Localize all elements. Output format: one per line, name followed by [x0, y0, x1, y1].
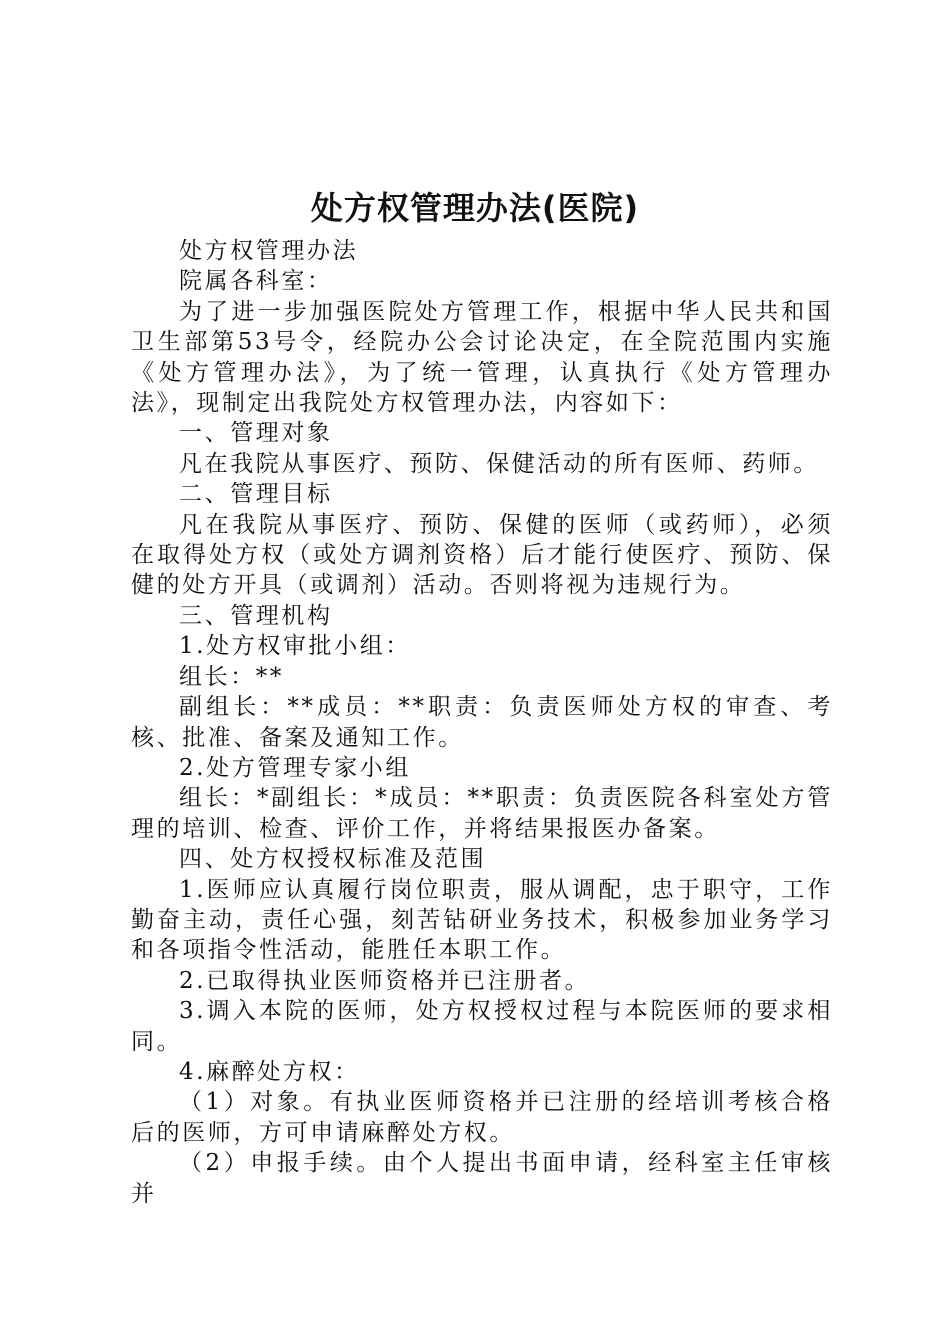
- section-heading-1: 一、管理对象: [179, 420, 333, 447]
- list-item: 2.处方管理专家小组: [179, 754, 411, 781]
- list-item: 2.已取得执业医师资格并已注册者。: [179, 967, 591, 994]
- section-heading-4: 四、处方权授权标准及范围: [179, 846, 487, 873]
- document-body: [131, 236, 833, 1209]
- paragraph: 组长：**: [179, 663, 284, 690]
- list-item: 4.麻醉处方权：: [179, 1058, 360, 1085]
- paragraph: 凡在我院从事医疗、预防、保健的医师（或药师），必须在取得处方权（或处方调剂资格）后才能行使医疗、预防、保健的处方开具（或调剂）活动。否则将视为违规行为。: [131, 511, 833, 599]
- paragraph-salutation: 院属各科室：: [179, 268, 333, 295]
- section-heading-2: 二、管理目标: [179, 481, 333, 508]
- sub-list-item: （1）对象。有执业医师资格并已注册的经培训考核合格后的医师，方可申请麻醉处方权。: [131, 1089, 833, 1146]
- section-heading-3: 三、管理机构: [179, 602, 333, 629]
- list-item: 1.医师应认真履行岗位职责，服从调配，忠于职守，工作勤奋主动，责任心强，刻苦钻研业务技术，积极参加业务学习和各项指令性活动，能胜任本职工作。: [131, 876, 833, 964]
- paragraph: 组长：*副组长：*成员：**职责：负责医院各科室处方管理的培训、检查、评价工作，并将结果报医办备案。: [131, 785, 833, 842]
- document-title: 处方权管理办法(医院): [310, 189, 640, 227]
- sub-list-item: （2）申报手续。由个人提出书面申请，经科室主任审核并: [131, 1150, 833, 1207]
- paragraph-heading: 处方权管理办法: [179, 238, 359, 264]
- paragraph-intro: 为了进一步加强医院处方管理工作，根据中华人民共和国卫生部第53号令，经院办公会讨论决定，在全院范围内实施《处方管理办法》，为了统一管理，认真执行《处方管理办法》，现制定出我院处方权管理办法，内容如下：: [131, 298, 833, 417]
- paragraph: 副组长：**成员：**职责：负责医师处方权的审查、考核、批准、备案及通知工作。: [131, 694, 833, 751]
- paragraph: 凡在我院从事医疗、预防、保健活动的所有医师、药师。: [179, 450, 819, 477]
- list-item: 1.处方权审批小组：: [179, 633, 411, 660]
- list-item: 3.调入本院的医师，处方权授权过程与本院医师的要求相同。: [131, 998, 833, 1055]
